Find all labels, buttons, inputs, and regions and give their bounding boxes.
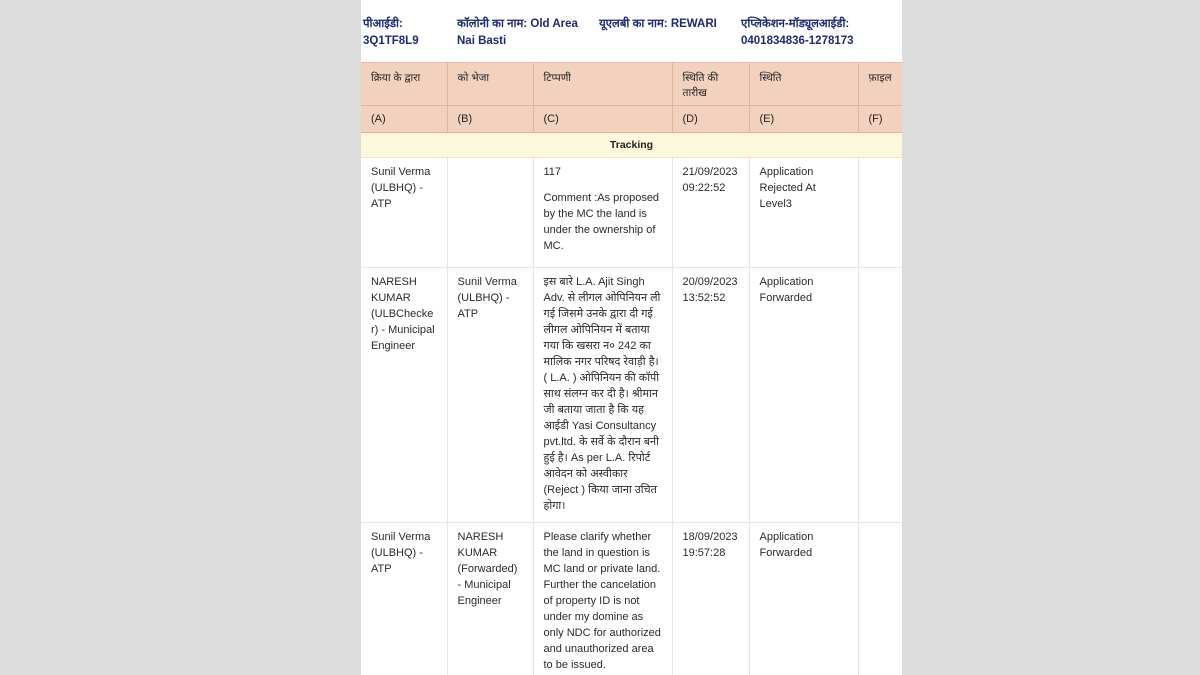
col-letter-c: (C) xyxy=(533,106,672,133)
tracking-document xyxy=(361,0,902,675)
status-cell: Application Rejected At Level3 xyxy=(749,158,858,268)
column-header-row xyxy=(361,63,902,106)
col-action-by: क्रिया के द्वारा xyxy=(361,63,447,106)
sent-to-cell: Sunil Verma (ULBHQ) - ATP xyxy=(447,268,533,523)
date-cell xyxy=(672,268,749,523)
status-date: 21/09/2023 xyxy=(682,166,738,178)
status-time: 09:22:52 xyxy=(682,182,726,194)
ulb-label: यूएलबी का नाम: REWARI xyxy=(599,18,717,30)
status-date: 18/09/2023 xyxy=(682,531,738,543)
col-status: स्थिति xyxy=(749,63,858,106)
remark-text: Comment :As proposed by the MC the land is under the ownership of MC. xyxy=(543,192,660,252)
remark-cell: इस बारे L.A. Ajit Singh Adv. से लीगल ओपिनियन ली गई जिसमे उनके द्वारा दी गई लीगल ओपिनियन में बताया गया कि खसरा न० 242 का मालिक नगर परिषद रेवाड़ी है। ( L.A. ) ओपिनियन की कॉपी साथ संलग्न कर दी है। श्रीमान जी बताया जाता है कि यह आईडी Yasi Consultancy pvt.ltd. के सर्वे के दौरान बनी हुई है। As per L.A. रिपोर्ट आवेदन को अस्वीकार (Reject ) किया जाना उचित होगा। xyxy=(533,268,672,523)
file-cell xyxy=(858,158,902,268)
col-letter-f: (F) xyxy=(858,106,902,133)
pid-value: 3Q1TF8L9 xyxy=(363,35,419,47)
col-letter-a: (A) xyxy=(361,106,447,133)
status-time: 13:52:52 xyxy=(682,292,726,304)
property-meta xyxy=(361,0,902,62)
column-letter-row xyxy=(361,106,902,133)
status-time: 19:57:28 xyxy=(682,547,726,559)
file-cell xyxy=(858,523,902,675)
application-id: 0401834836-1278173 xyxy=(741,35,854,47)
tracking-table xyxy=(361,62,902,675)
status-cell: Application Forwarded xyxy=(749,523,858,675)
action-by-cell: Sunil Verma (ULBHQ) - ATP xyxy=(361,158,447,268)
table-row xyxy=(361,523,902,675)
col-letter-d: (D) xyxy=(672,106,749,133)
remark-cell: Please clarify whether the land in question is MC land or private land. Further the cancelation of property ID is not under my domine as only NDC for authorized and unauthorized area to be issued. xyxy=(533,523,672,675)
application-label: एप्लिकेशन-मॉड्यूलआईडी: xyxy=(741,18,850,30)
col-letter-e: (E) xyxy=(749,106,858,133)
col-letter-b: (B) xyxy=(447,106,533,133)
col-file: फ़ाइल xyxy=(858,63,902,106)
colony-label: कॉलोनी का नाम: Old Area xyxy=(457,18,578,30)
colony-block xyxy=(457,16,578,50)
action-by-cell: NARESH KUMAR (ULBChecker) - Municipal Engineer xyxy=(361,268,447,523)
tracking-section-row xyxy=(361,133,902,158)
table-row xyxy=(361,268,902,523)
remark-cell xyxy=(533,158,672,268)
colony-value: Nai Basti xyxy=(457,35,507,47)
sent-to-cell xyxy=(447,158,533,268)
pid-label: पीआईडी: xyxy=(363,18,403,30)
date-cell xyxy=(672,523,749,675)
action-by-cell: Sunil Verma (ULBHQ) - ATP xyxy=(361,523,447,675)
ulb-block xyxy=(599,16,717,33)
application-block xyxy=(741,16,854,50)
col-remark: टिप्पणी xyxy=(533,63,672,106)
status-cell: Application Forwarded xyxy=(749,268,858,523)
pid-block xyxy=(363,16,419,50)
date-cell xyxy=(672,158,749,268)
remark-number: 117 xyxy=(543,166,562,178)
file-cell xyxy=(858,268,902,523)
status-date: 20/09/2023 xyxy=(682,276,738,288)
col-sent-to: को भेजा xyxy=(447,63,533,106)
table-row xyxy=(361,158,902,268)
sent-to-cell: NARESH KUMAR (Forwarded) - Municipal Engineer xyxy=(447,523,533,675)
tracking-label: Tracking xyxy=(361,133,902,158)
col-status-date: स्थिति की तारीख xyxy=(672,63,749,106)
